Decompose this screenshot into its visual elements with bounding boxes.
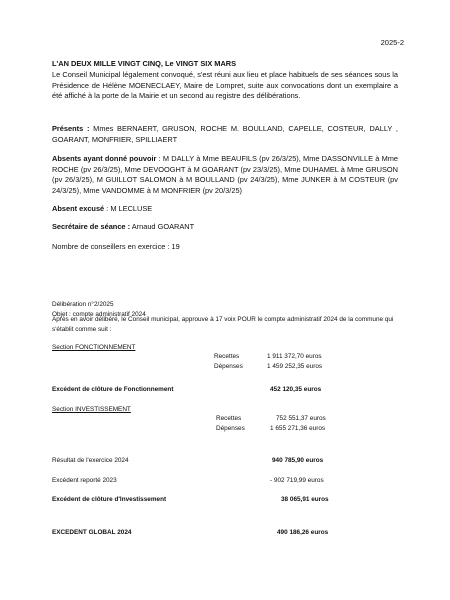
absents-label: Absents ayant donné pouvoir [52,154,157,163]
deliberation-object: Objet : compte administratif 2024 [52,311,146,318]
secretaire-label: Secrétaire de séance : [52,222,131,231]
section-investissement-title: Section INVESTISSEMENT [52,406,131,413]
fonct-depenses-value: 1 459 252,35 euros [267,363,323,370]
secretaire-text: Arnaud GOARANT [130,222,195,231]
absents-text: : M DALLY à Mme BEAUFILS (pv 26/3/25), Mme DASSONVILLE à Mme ROCHE (pv 26/3/25), Mme DEVOOGHT à M GOARANT (pv 23/3/25), Mme DUHAMEL à Mme GRUSON (pv 26/3/25), M GUILLOT SALOMON à M BOULLAND (pv 24/3/25), Mme JUNKER à M COSTEUR (pv 24/3/25), Mme VANDOMME à M MONFRIER (pv 20/3/25) [52,154,398,195]
session-title: L'AN DEUX MILLE VINGT CINQ, Le VINGT SIX MARS [52,59,237,68]
fonct-excedent-value: 452 120,35 euros [270,386,322,393]
fonct-depenses-label: Dépenses [214,363,243,370]
reporte-value: - 902 719,99 euros [270,477,324,484]
fonct-excedent-label: Excédent de clôture de Fonctionnement [52,386,174,393]
fonct-recettes-value: 1 911 372,70 euros [267,353,322,360]
document-reference: 2025-2 [380,38,404,47]
deliberation-number: Délibération n°2/2025 [52,301,114,308]
section-fonctionnement-title: Section FONCTIONNEMENT [52,344,136,351]
reporte-label: Excédent reporté 2023 [52,477,117,484]
excuse-text: : M LECLUSE [104,204,153,213]
fonct-recettes-label: Recettes [214,353,240,360]
nombre-conseillers: Nombre de conseillers en exercice : 19 [52,242,180,251]
invest-recettes-value: 752 551,37 euros [276,415,326,422]
invest-depenses-label: Dépenses [216,425,245,432]
resultat-value: 940 785,90 euros [272,457,324,464]
presents-label: Présents : [52,124,90,133]
invest-depenses-value: 1 655 271,36 euros [270,425,326,432]
approval-text: Après en avoir délibéré, le Conseil municipal, approuve à 17 voix POUR le compte administratif 2024 de la commune qui s'établit comme suit : [52,316,394,333]
excuse-paragraph [52,204,398,215]
secretaire-paragraph [52,222,398,233]
presents-text: Mmes BERNAERT, GRUSON, ROCHE M. BOULLAND, CAPELLE, COSTEUR, DALLY , GOARANT, MONFRIER, SPILLIAERT [52,124,398,144]
cloture-invest-label: Excédent de clôture d'Investissement [52,496,167,503]
presents-paragraph [52,124,398,145]
excuse-label: Absent excusé [52,204,105,213]
global-value: 490 186,26 euros [277,529,329,536]
cloture-invest-value: 38 065,91 euros [281,496,329,503]
resultat-label: Résultat de l'exercice 2024 [52,457,129,464]
global-label: EXCEDENT GLOBAL 2024 [52,529,132,536]
intro-paragraph: Le Conseil Municipal légalement convoqué, s'est réuni aux lieu et place habituels de ses séances sous la Présidence de Hélène MOENECLAEY, Maire de Lompret, suite aux convocations dont un exemplaire a été affiché à la porte de la Mairie et un second au registre des délibérations. [52,70,398,100]
invest-recettes-label: Recettes [216,415,242,422]
absents-paragraph [52,154,398,196]
